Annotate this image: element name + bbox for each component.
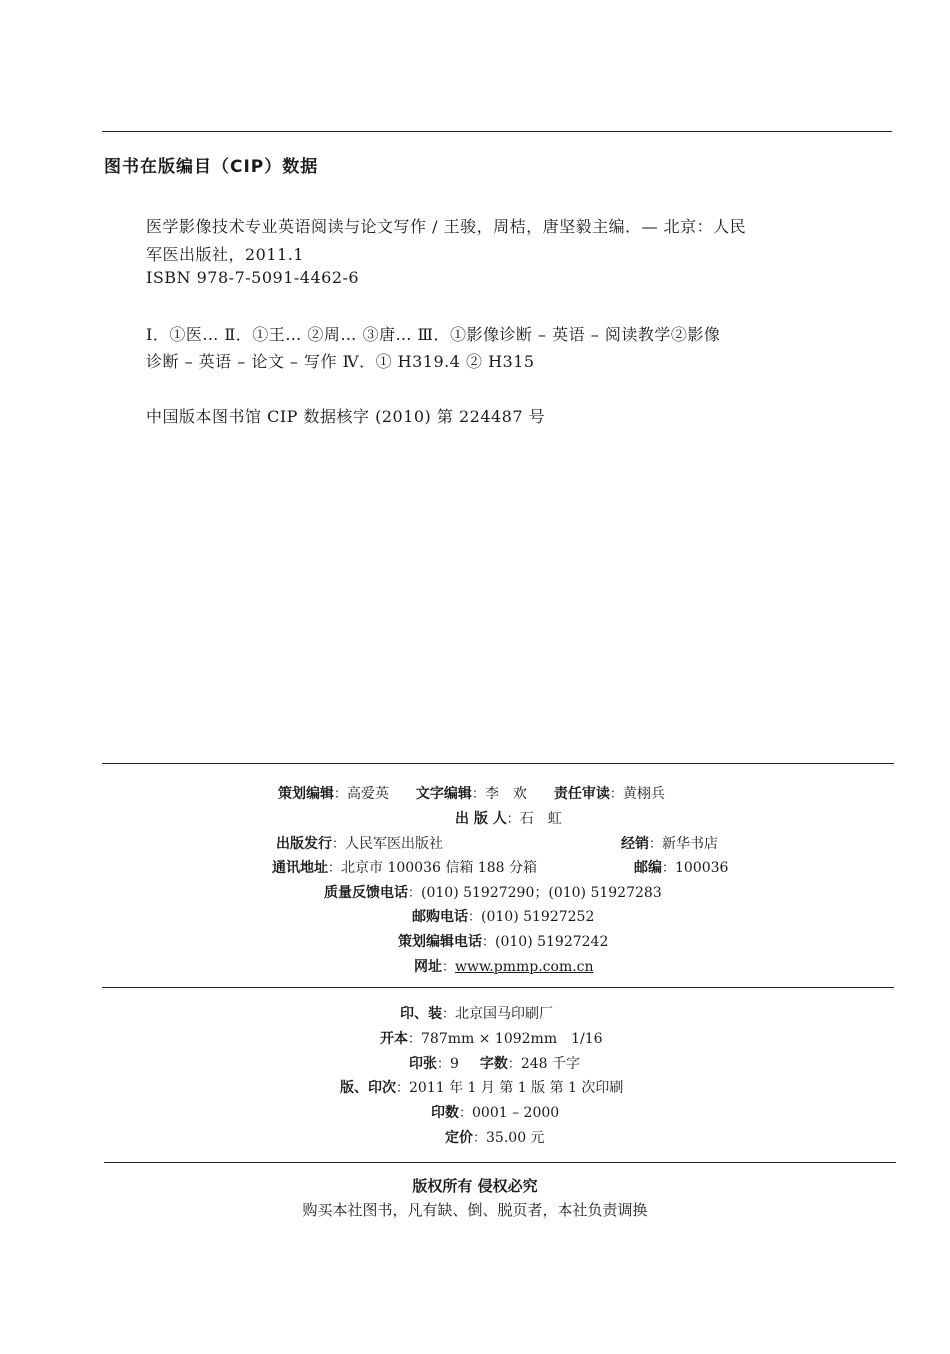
- publisher-label: 出 版 人: [455, 811, 507, 827]
- sheets-label: 印张: [409, 1056, 437, 1072]
- cip-line-1: 医学影像技术专业英语阅读与论文写作 / 王骏，周桔，唐坚毅主编．— 北京：人民: [146, 217, 747, 236]
- publisher-row: 出 版 人：石 虹: [455, 811, 562, 827]
- cip-classification-1: Ⅰ．①医… Ⅱ．①王… ②周… ③唐… Ⅲ．①影像诊断 – 英语 – 阅读教学②影像: [146, 325, 721, 344]
- top-rule: [102, 131, 892, 132]
- cip-isbn: ISBN 978-7-5091-4462-6: [146, 268, 360, 287]
- proofread-label: 责任审读: [553, 786, 610, 802]
- address-label: 通讯地址: [272, 860, 328, 876]
- printer-row: 印、装：北京国马印刷厂: [400, 1006, 554, 1022]
- feedback-label: 质量反馈电话: [324, 885, 408, 901]
- sheets: 9: [450, 1056, 459, 1072]
- footer-top-rule: [104, 1162, 896, 1163]
- cip-data-number: 中国版本图书馆 CIP 数据核字 (2010) 第 224487 号: [146, 407, 546, 426]
- edition-label: 版、印次: [340, 1080, 396, 1096]
- cip-line-2: 军医出版社，2011.1: [146, 245, 304, 264]
- sheets-row: 印张：9 字数：248 千字: [409, 1056, 581, 1072]
- text-editor-label: 文字编辑: [415, 786, 472, 802]
- print-run: 0001 – 2000: [472, 1105, 560, 1121]
- purchase-label: 邮购电话: [412, 909, 468, 925]
- price: 35.00 元: [486, 1130, 545, 1146]
- website-row: 网址：www.pmmp.com.cn: [414, 959, 594, 975]
- planning-phone-label: 策划编辑电话: [398, 934, 482, 950]
- planning-editor: 高爱英: [347, 786, 390, 802]
- postcode-label: 邮编: [634, 860, 662, 876]
- website-link[interactable]: www.pmmp.com.cn: [455, 959, 594, 975]
- copyright-notice: 版权所有 侵权必究: [412, 1177, 538, 1195]
- feedback-phone: (010) 51927290；(010) 51927283: [421, 885, 662, 901]
- distribution-row: 出版发行：人民军医出版社: [276, 836, 444, 852]
- format-label: 开本: [380, 1031, 408, 1047]
- cip-classification-2: 诊断 – 英语 – 论文 – 写作 Ⅳ．① H319.4 ② H315: [146, 352, 535, 371]
- seller: 新华书店: [662, 836, 719, 852]
- price-row: 定价：35.00 元: [445, 1130, 545, 1146]
- text-editor: 李 欢: [484, 786, 527, 802]
- words-label: 字数: [479, 1056, 508, 1072]
- format-row: 开本：787mm × 1092mm 1/16: [380, 1031, 603, 1047]
- printer: 北京国马印刷厂: [455, 1006, 554, 1022]
- planning-phone: (010) 51927242: [495, 934, 609, 950]
- run-row: 印数：0001 – 2000: [431, 1105, 560, 1121]
- purchase-row: 邮购电话：(010) 51927252: [412, 909, 595, 925]
- print-top-rule: [102, 987, 894, 988]
- proofread: 黄栩兵: [622, 786, 665, 802]
- feedback-row: 质量反馈电话：(010) 51927290；(010) 51927283: [324, 885, 662, 901]
- distribution-label: 出版发行: [276, 836, 332, 852]
- seller-row: 经销：新华书店: [621, 836, 719, 852]
- address: 北京市 100036 信箱 188 分箱: [341, 860, 537, 876]
- address-row: 通讯地址：北京市 100036 信箱 188 分箱: [272, 860, 537, 876]
- website-label: 网址: [414, 959, 442, 975]
- postcode-row: 邮编：100036: [634, 860, 729, 876]
- credits-top-rule: [102, 763, 894, 764]
- planning-editor-label: 策划编辑: [278, 786, 334, 802]
- cip-title: 图书在版编目（CIP）数据: [104, 157, 319, 177]
- run-label: 印数: [431, 1105, 459, 1121]
- format: 787mm × 1092mm 1/16: [421, 1031, 603, 1047]
- distribution: 人民军医出版社: [345, 836, 444, 852]
- replacement-notice: 购买本社图书，凡有缺、倒、脱页者，本社负责调换: [302, 1201, 648, 1219]
- edition-row: 版、印次：2011 年 1 月 第 1 版 第 1 次印刷: [340, 1080, 624, 1096]
- words: 248 千字: [520, 1056, 581, 1072]
- editors-row: 策划编辑：高爱英 文字编辑：李 欢 责任审读：黄栩兵: [278, 786, 665, 802]
- seller-label: 经销: [621, 836, 649, 852]
- publisher: 石 虹: [519, 811, 562, 827]
- purchase-phone: (010) 51927252: [481, 909, 595, 925]
- printer-label: 印、装: [400, 1006, 442, 1022]
- postcode: 100036: [675, 860, 729, 876]
- planning-phone-row: 策划编辑电话：(010) 51927242: [398, 934, 609, 950]
- edition: 2011 年 1 月 第 1 版 第 1 次印刷: [409, 1080, 624, 1096]
- price-label: 定价: [445, 1130, 473, 1146]
